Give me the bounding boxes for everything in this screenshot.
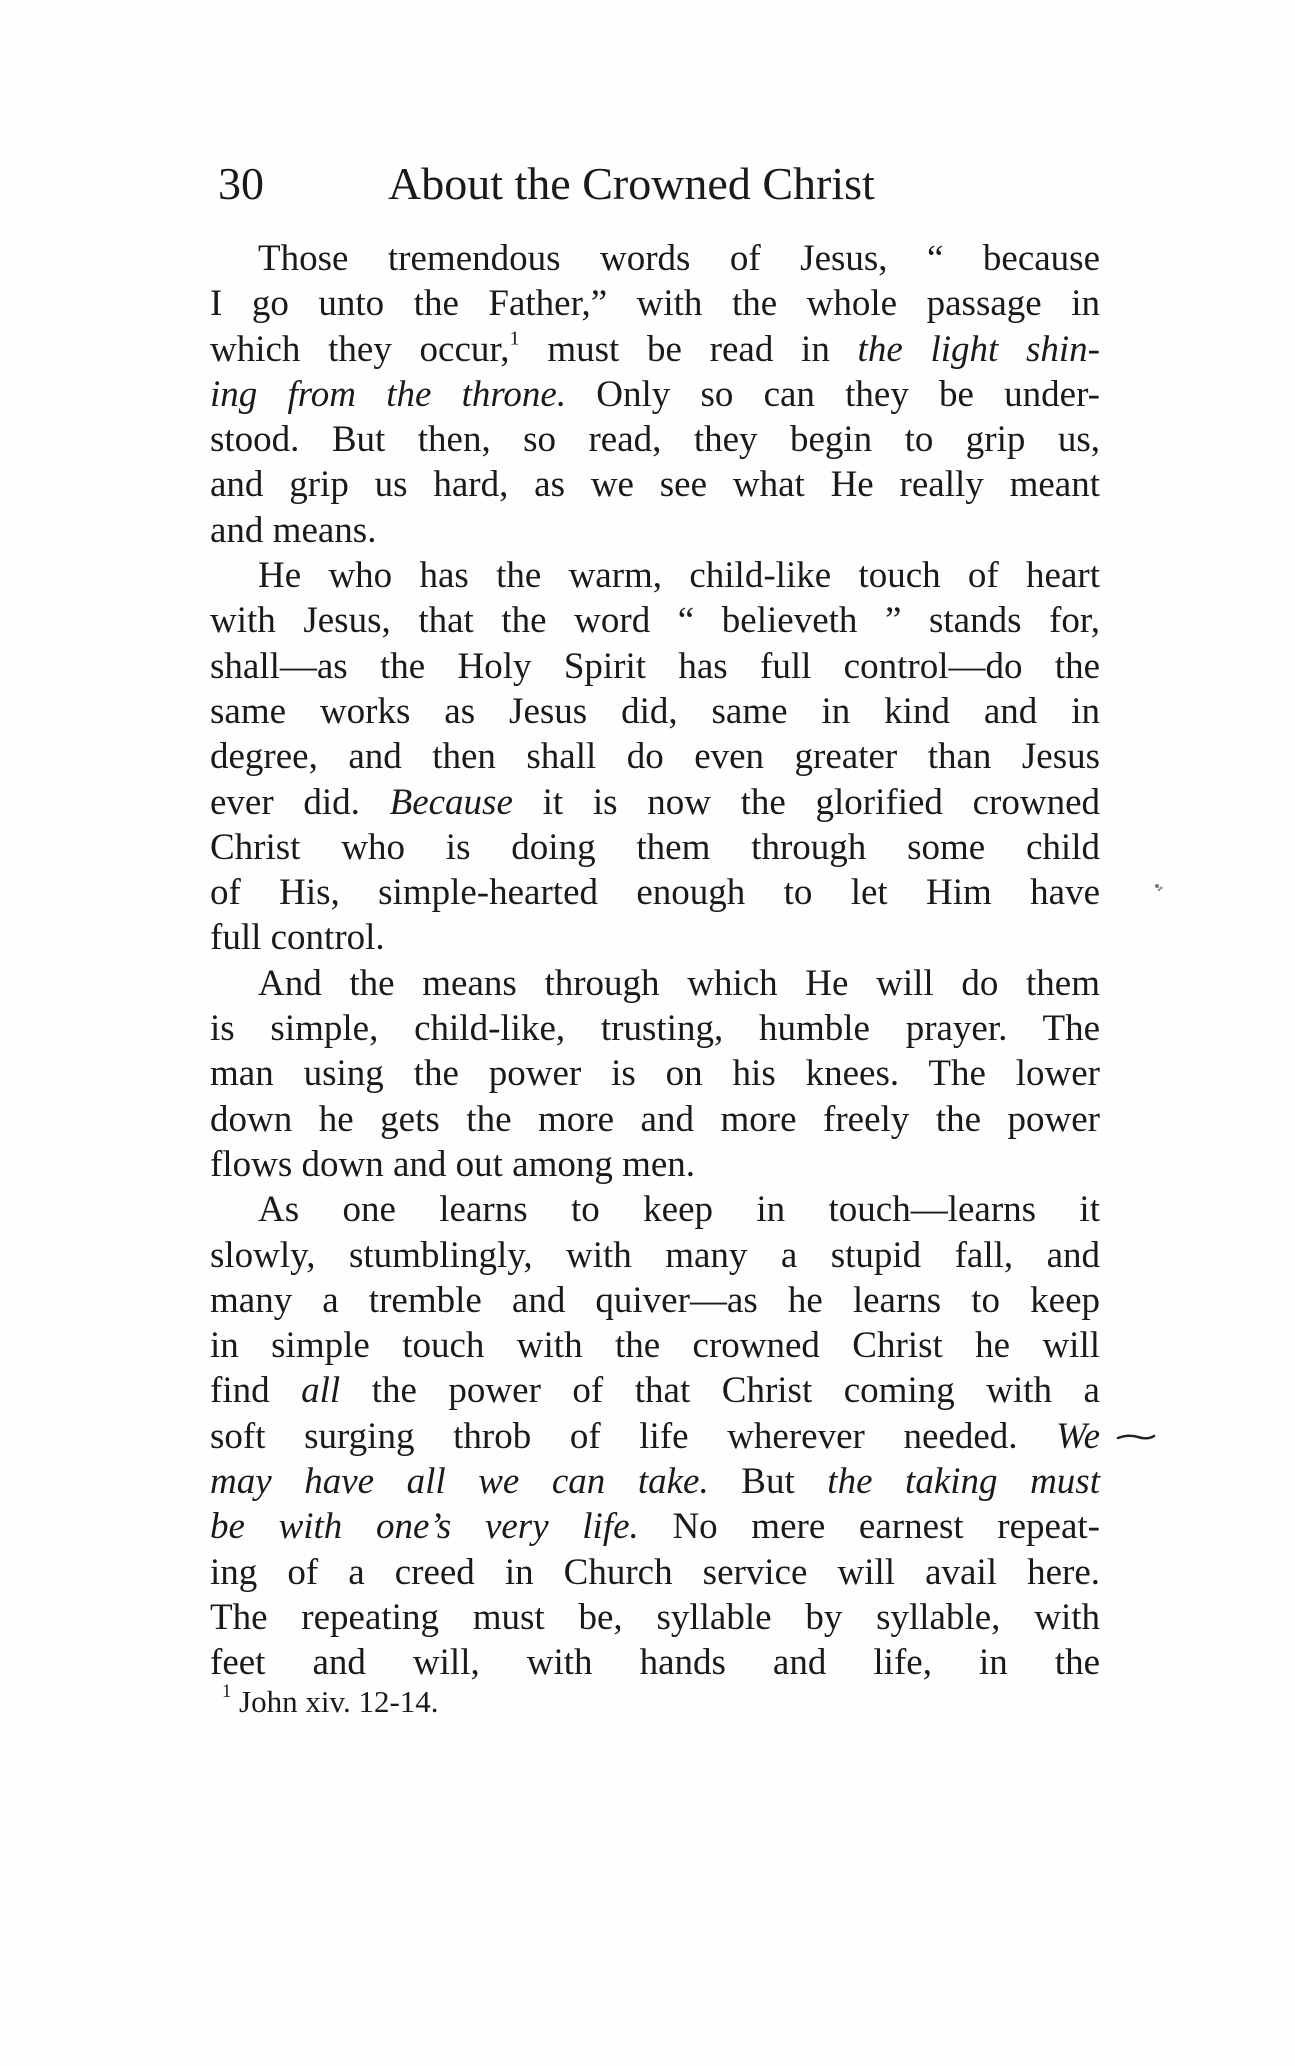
text-line: ing from the throne. Only so can they be under- — [210, 373, 1100, 415]
text-line: shall—as the Holy Spirit has full control—do the — [210, 645, 1100, 687]
text-line: and grip us hard, as we see what He really meant — [210, 464, 1100, 506]
text-line: in simple touch with the crowned Christ he will — [210, 1325, 1100, 1367]
text-line: down he gets the more and more freely the power — [210, 1098, 1100, 1140]
paper-speck — [1152, 880, 1166, 894]
text-line: He who has the warm, child-like touch of heart — [258, 555, 1100, 597]
footnote — [222, 1682, 439, 1722]
text-line: many a tremble and quiver—as he learns to keep — [210, 1279, 1100, 1321]
page-header — [218, 156, 1098, 212]
text-line: may have all we can take. But the taking must — [210, 1461, 1100, 1503]
text-line: stood. But then, so read, they begin to grip us, — [210, 419, 1100, 461]
text-line: with Jesus, that the word “ believeth ” stands for, — [210, 600, 1100, 642]
italic-text: may have all we can take. — [210, 1461, 709, 1503]
footnote-text: John xiv. 12-14. — [239, 1684, 439, 1719]
text-line: feet and will, with hands and life, in the — [210, 1642, 1100, 1684]
text-line: The repeating must be, syllable by syllable, with — [210, 1596, 1100, 1638]
paragraph — [210, 236, 1100, 553]
margin-pencil-mark — [1116, 1432, 1156, 1442]
body-text — [210, 236, 1100, 1686]
footnote-reference: 1 — [509, 327, 520, 350]
paragraph — [210, 1187, 1100, 1685]
paragraph — [210, 961, 1100, 1187]
text-line: same works as Jesus did, same in kind and in — [210, 690, 1100, 732]
text-line: As one learns to keep in touch—learns it — [258, 1189, 1100, 1231]
italic-text: ing from the throne. — [210, 373, 567, 415]
italic-text: the light shin- — [857, 328, 1101, 370]
text-line: be with one’s very life. No mere earnest repeat- — [210, 1506, 1100, 1548]
text-line: soft surging throb of life wherever needed. We — [210, 1415, 1100, 1457]
text-line: and means. — [210, 509, 377, 551]
paragraph — [210, 553, 1100, 961]
text-line: find all the power of that Christ coming with a — [210, 1370, 1100, 1412]
text-line: of His, simple-hearted enough to let Him have — [210, 872, 1100, 914]
text-line: is simple, child-like, trusting, humble prayer. The — [210, 1008, 1100, 1050]
text-line: which they occur,$^1$ must be read in the light shin- — [210, 327, 1101, 370]
italic-text: be with one’s very life. — [210, 1506, 639, 1548]
text-line: I go unto the Father,” with the whole passage in — [210, 283, 1100, 325]
italic-text: We — [1056, 1415, 1100, 1457]
text-line: flows down and out among men. — [210, 1143, 696, 1185]
text-line: ing of a creed in Church service will avail here. — [210, 1551, 1100, 1593]
text-line: And the means through which He will do them — [258, 962, 1100, 1004]
page-number: 30 — [218, 158, 264, 209]
running-title: About the Crowned Christ — [388, 158, 875, 209]
text-line: full control. — [210, 917, 385, 959]
text-line: ever did. Because it is now the glorified crowned — [210, 781, 1100, 823]
italic-text: the taking must — [827, 1461, 1100, 1503]
italic-text: all — [301, 1370, 341, 1412]
text-line: Christ who is doing them through some child — [210, 826, 1100, 868]
text-line: man using the power is on his knees. The lower — [210, 1053, 1100, 1095]
text-line: Those tremendous words of Jesus, “ because — [258, 238, 1100, 279]
italic-text: Because — [389, 781, 513, 823]
footnote-marker: 1 — [222, 1681, 232, 1703]
text-line: degree, and then shall do even greater than Jesus — [210, 736, 1100, 778]
text-line: slowly, stumblingly, with many a stupid fall, and — [210, 1234, 1100, 1276]
